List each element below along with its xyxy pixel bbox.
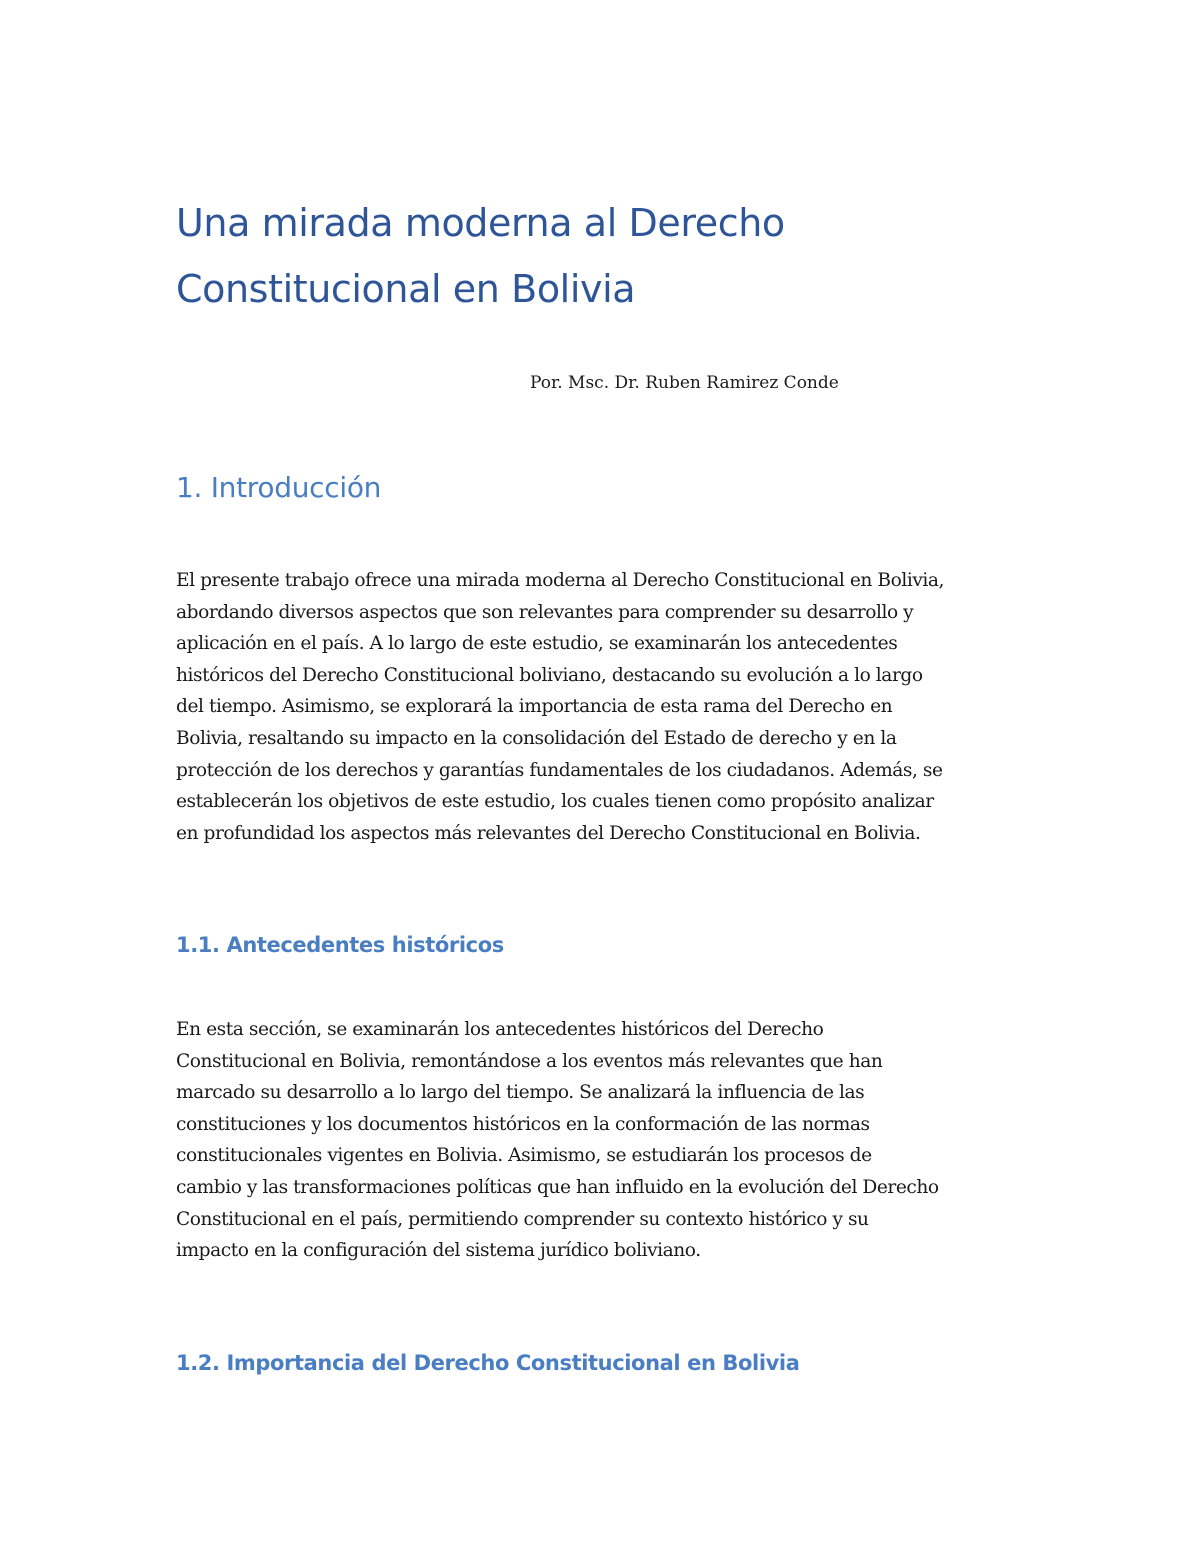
paragraph-line: históricos del Derecho Constitucional boliviano, destacando su evolución a lo largo [176,664,923,686]
section-heading-importancia: 1.2. Importancia del Derecho Constitucional en Bolivia [176,1351,800,1375]
paragraph-line: impacto en la configuración del sistema jurídico boliviano. [176,1240,701,1262]
antecedentes-paragraph [176,1014,1036,1267]
paragraph-line: El presente trabajo ofrece una mirada moderna al Derecho Constitucional en Bolivia, [176,570,944,591]
title-line: Una mirada moderna al Derecho [176,201,785,245]
paragraph-line: constituciones y los documentos históricos en la conformación de las normas [176,1113,870,1135]
paragraph-line: Constitucional en Bolivia, remontándose a los eventos más relevantes que han [176,1050,883,1072]
paragraph-line: En esta sección, se examinarán los antecedentes históricos del Derecho [176,1019,824,1040]
introduccion-paragraph [176,565,1036,849]
paragraph-line: constitucionales vigentes en Bolivia. Asimismo, se estudiarán los procesos de [176,1145,872,1167]
paragraph-line: en profundidad los aspectos más relevantes del Derecho Constitucional en Bolivia. [176,822,921,844]
paragraph-line: protección de los derechos y garantías fundamentales de los ciudadanos. Además, se [176,759,943,781]
title-line: Constitucional en Bolivia [176,267,636,311]
section-heading-introduccion: 1. Introducción [176,471,382,504]
paragraph-line: Constitucional en el país, permitiendo comprender su contexto histórico y su [176,1208,869,1230]
paragraph-line: cambio y las transformaciones políticas que han influido en la evolución del Derecho [176,1176,939,1198]
paragraph-line: establecerán los objetivos de este estudio, los cuales tienen como propósito analizar [176,791,934,813]
paragraph-line: marcado su desarrollo a lo largo del tiempo. Se analizará la influencia de las [176,1082,865,1104]
paragraph-line: del tiempo. Asimismo, se explorará la importancia de esta rama del Derecho en [176,696,893,718]
paragraph-line: abordando diversos aspectos que son relevantes para comprender su desarrollo y [176,601,914,623]
paragraph-line: Bolivia, resaltando su impacto en la consolidación del Estado de derecho y en la [176,727,897,749]
section-heading-antecedentes: 1.1. Antecedentes históricos [176,933,504,957]
document-title [176,190,1036,322]
paragraph-line: aplicación en el país. A lo largo de este estudio, se examinarán los antecedentes [176,633,898,655]
author-byline: Por. Msc. Dr. Ruben Ramirez Conde [530,373,839,393]
